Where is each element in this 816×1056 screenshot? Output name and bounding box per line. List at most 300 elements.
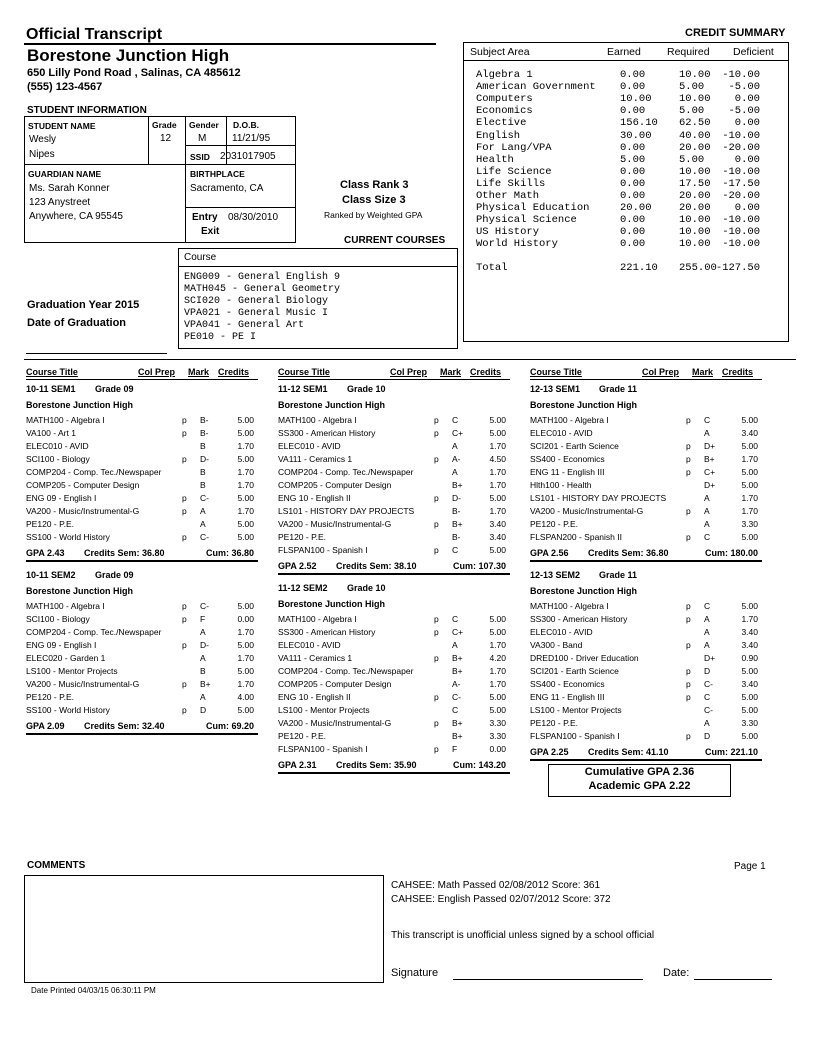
- cs-earned: 0.00: [620, 238, 646, 251]
- course-row: [26, 691, 258, 704]
- course-mark: A-: [452, 454, 461, 464]
- cs-header-subject: Subject Area: [470, 46, 530, 58]
- course-mark: A: [200, 519, 206, 529]
- course-mark: F: [452, 744, 458, 754]
- course-mark: C: [452, 545, 459, 555]
- course-mark: B+: [452, 653, 463, 663]
- cs-earned: 0.00: [620, 105, 646, 118]
- course-title: ELEC010 - AVID: [530, 627, 593, 637]
- term-grade: Grade 09: [95, 384, 134, 394]
- student-name-label: STUDENT NAME: [28, 121, 96, 131]
- cs-subject: English: [476, 129, 521, 142]
- cs-deficient: -10.00: [722, 165, 760, 178]
- course-row: [530, 453, 762, 466]
- course-mark: C-: [704, 679, 713, 689]
- course-mark: A: [704, 506, 710, 516]
- term-school: Borestone Junction High: [278, 400, 386, 410]
- course-title: SCI201 - Earth Science: [530, 441, 619, 451]
- cs-header-earned: Earned: [607, 46, 641, 58]
- dob-value: 11/21/95: [232, 133, 271, 144]
- cs-subject: For Lang/VPA: [476, 141, 552, 154]
- course-mark: A: [200, 627, 206, 637]
- term-block: [26, 382, 258, 562]
- term-school: Borestone Junction High: [530, 586, 638, 596]
- course-prep: p: [182, 454, 187, 464]
- course-row: [26, 626, 258, 639]
- course-credits: 5.00: [741, 480, 758, 490]
- term-cum: Cum: 143.20: [452, 760, 506, 770]
- term-gpa: GPA 2.25: [530, 747, 569, 757]
- course-mark: B: [200, 666, 206, 676]
- credit-summary-row: [470, 81, 776, 93]
- course-credits: 5.00: [489, 493, 506, 503]
- course-credits: 5.00: [237, 705, 254, 715]
- credit-summary-row: [470, 214, 776, 226]
- course-title: MATH100 - Algebra I: [26, 601, 105, 611]
- credit-summary-total: [470, 262, 776, 274]
- course-prep: p: [434, 428, 439, 438]
- course-mark: C+: [452, 428, 464, 438]
- course-mark: B+: [452, 731, 463, 741]
- credit-summary-row: [470, 202, 776, 214]
- col-header-credits: Credits: [470, 367, 502, 377]
- course-mark: A: [704, 614, 710, 624]
- course-column-header: [278, 367, 510, 380]
- term-name: 10-11 SEM1: [26, 384, 76, 394]
- cs-deficient: -5.00: [728, 81, 760, 94]
- course-mark: D: [704, 666, 711, 676]
- cs-deficient: -10.00: [722, 238, 760, 251]
- course-prep: p: [182, 493, 187, 503]
- course-credits: 5.00: [237, 532, 254, 542]
- course-mark: C: [704, 601, 711, 611]
- course-title: VA200 - Music/Instrumental-G: [26, 679, 140, 689]
- cs-earned: 221.10: [620, 262, 658, 274]
- course-prep: p: [182, 428, 187, 438]
- course-mark: B+: [704, 454, 715, 464]
- cs-required: 10.00: [679, 93, 711, 106]
- course-mark: C+: [452, 627, 464, 637]
- credit-summary-row: [470, 117, 776, 129]
- term-gpa: GPA 2.43: [26, 548, 65, 558]
- course-row: [26, 704, 258, 717]
- course-mark: C-: [200, 493, 209, 503]
- course-row: [26, 665, 258, 678]
- course-mark: A: [704, 428, 710, 438]
- course-credits: 5.00: [741, 467, 758, 477]
- course-credits: 5.00: [489, 614, 506, 624]
- course-mark: B: [200, 467, 206, 477]
- col-header-credits: Credits: [722, 367, 754, 377]
- cs-deficient: -17.50: [722, 177, 760, 190]
- guardian-street: 123 Anystreet: [29, 197, 91, 208]
- course-prep: p: [434, 454, 439, 464]
- date-printed: Date Printed 04/03/15 06:30:11 PM: [31, 986, 156, 995]
- course-title: SS400 - Economics: [530, 679, 605, 689]
- course-mark: F: [200, 614, 206, 624]
- course-credits: 3.40: [741, 428, 758, 438]
- course-prep: p: [686, 679, 691, 689]
- course-credits: 5.00: [237, 493, 254, 503]
- course-credits: 3.30: [489, 718, 506, 728]
- term-cum: Cum: 107.30: [452, 561, 506, 571]
- title-underline: [24, 43, 436, 45]
- course-credits: 5.00: [741, 666, 758, 676]
- course-credits: 1.70: [237, 441, 254, 451]
- col-header-mark: Mark: [692, 367, 714, 377]
- course-row: [530, 704, 762, 717]
- course-row: [278, 626, 510, 639]
- term-gpa-row: [530, 546, 762, 562]
- page-number: Page 1: [734, 861, 766, 872]
- cs-required: 10.00: [679, 226, 711, 239]
- cs-subject: Life Skills: [476, 177, 546, 190]
- credit-summary-rows: [464, 69, 788, 339]
- course-row: [530, 665, 762, 678]
- course-mark: C: [452, 415, 459, 425]
- signature-label: Signature: [391, 967, 439, 979]
- course-title: MATH100 - Algebra I: [26, 415, 105, 425]
- cs-earned: 0.00: [620, 190, 646, 202]
- course-row: [278, 414, 510, 427]
- graduation-year: Graduation Year 2015: [27, 299, 140, 311]
- course-prep: p: [434, 519, 439, 529]
- unofficial-note: This transcript is unofficial unless signed by a school official: [391, 930, 655, 941]
- course-prep: p: [182, 532, 187, 542]
- term-cum: Cum: 69.20: [205, 721, 254, 731]
- course-title: ELEC010 - AVID: [530, 428, 593, 438]
- course-mark: A: [452, 441, 458, 451]
- credit-summary-row: [470, 142, 776, 154]
- cs-subject: Total: [476, 262, 508, 274]
- cs-subject: Computers: [476, 93, 533, 106]
- course-title: COMP204 - Comp. Tec./Newspaper: [26, 627, 162, 637]
- course-credits: 5.00: [237, 666, 254, 676]
- course-credits: 3.40: [489, 519, 506, 529]
- cs-required: 17.50: [679, 177, 711, 190]
- course-credits: 3.40: [741, 640, 758, 650]
- birthplace-value: Sacramento, CA: [190, 183, 264, 194]
- course-title: SS100 - World History: [26, 705, 110, 715]
- course-credits: 3.30: [741, 519, 758, 529]
- gender-value: M: [198, 133, 207, 144]
- course-credits: 1.70: [489, 506, 506, 516]
- grade-label: Grade: [152, 120, 177, 130]
- date-line[interactable]: [694, 979, 772, 980]
- cs-deficient: -127.50: [715, 262, 760, 274]
- course-row: [26, 678, 258, 691]
- cs-subject: Life Science: [476, 165, 552, 178]
- course-title: MATH100 - Algebra I: [278, 415, 357, 425]
- course-credits: 5.00: [489, 692, 506, 702]
- term-gpa: GPA 2.31: [278, 760, 317, 770]
- course-column-1: [26, 367, 258, 735]
- cs-earned: 0.00: [620, 141, 646, 154]
- cs-earned: 20.00: [620, 202, 652, 215]
- signature-line[interactable]: [453, 979, 643, 980]
- cs-earned: 10.00: [620, 93, 652, 106]
- course-row: [278, 717, 510, 730]
- col-header-mark: Mark: [188, 367, 210, 377]
- cs-deficient: 0.00: [734, 202, 760, 215]
- course-row: [278, 704, 510, 717]
- course-row: [278, 531, 510, 544]
- course-row: [26, 453, 258, 466]
- term-school: Borestone Junction High: [26, 400, 134, 410]
- course-prep: p: [686, 692, 691, 702]
- cs-required: 20.00: [679, 190, 711, 202]
- cs-deficient: 0.00: [734, 93, 760, 106]
- cs-subject: Economics: [476, 105, 533, 118]
- course-title: FLSPAN200 - Spanish II: [530, 532, 622, 542]
- course-mark: A: [200, 653, 206, 663]
- current-courses-title: CURRENT COURSES: [344, 235, 446, 246]
- course-row: [26, 414, 258, 427]
- course-row: [26, 639, 258, 652]
- course-credits: 1.70: [237, 679, 254, 689]
- cs-required: 255.00: [679, 262, 717, 274]
- course-row: [278, 544, 510, 557]
- term-grade: Grade 10: [347, 384, 386, 394]
- course-prep: p: [686, 640, 691, 650]
- course-row: [278, 492, 510, 505]
- course-title: MATH100 - Algebra I: [530, 415, 609, 425]
- course-prep: p: [686, 441, 691, 451]
- course-row: [530, 531, 762, 544]
- cahsee-english: CAHSEE: English Passed 02/07/2012 Score: 372: [391, 894, 611, 905]
- course-row: [530, 427, 762, 440]
- cs-subject: Other Math: [476, 190, 540, 202]
- course-row: [278, 639, 510, 652]
- term-header: [26, 568, 258, 584]
- course-mark: D-: [200, 640, 209, 650]
- credit-summary-row: [470, 105, 776, 117]
- rank-note: Ranked by Weighted GPA: [324, 210, 423, 220]
- course-credits: 3.40: [489, 532, 506, 542]
- school-phone: (555) 123-4567: [27, 81, 103, 93]
- course-title: COMP204 - Comp. Tec./Newspaper: [278, 467, 414, 477]
- class-size: Class Size 3: [342, 194, 406, 206]
- course-mark: C: [704, 532, 711, 542]
- course-credits: 1.70: [489, 679, 506, 689]
- course-credits: 5.00: [741, 441, 758, 451]
- course-title: LS101 - HISTORY DAY PROJECTS: [278, 506, 415, 516]
- course-prep: p: [434, 718, 439, 728]
- term-gpa: GPA 2.56: [530, 548, 569, 558]
- course-row: [26, 479, 258, 492]
- credit-summary-row: [470, 69, 776, 81]
- course-row: [530, 505, 762, 518]
- cs-required: 5.00: [679, 81, 705, 94]
- term-header: [26, 382, 258, 398]
- course-mark: B-: [200, 415, 209, 425]
- cs-earned: 156.10: [620, 117, 658, 130]
- entry-value: 08/30/2010: [228, 212, 279, 223]
- cs-header-deficient: Deficient: [733, 46, 774, 58]
- course-row: [278, 453, 510, 466]
- course-title: ELEC010 - AVID: [278, 640, 341, 650]
- course-mark: A: [200, 506, 206, 516]
- course-prep: p: [434, 692, 439, 702]
- course-prep: p: [182, 614, 187, 624]
- course-row: [530, 678, 762, 691]
- cs-required: 62.50: [679, 117, 711, 130]
- col-header-mark: Mark: [440, 367, 462, 377]
- course-row: [278, 427, 510, 440]
- current-course: MATH045 - General Geometry: [184, 284, 341, 295]
- course-credits: 1.70: [237, 627, 254, 637]
- course-row: [530, 652, 762, 665]
- course-row: [278, 466, 510, 479]
- credit-summary-row: [470, 238, 776, 250]
- course-credits: 1.70: [237, 653, 254, 663]
- course-prep: p: [434, 627, 439, 637]
- course-mark: D-: [452, 493, 461, 503]
- course-credits: 1.70: [489, 467, 506, 477]
- course-prep: p: [686, 415, 691, 425]
- cs-earned: 0.00: [620, 226, 646, 239]
- course-title: PE120 - P.E.: [530, 519, 579, 529]
- course-row: [530, 639, 762, 652]
- course-mark: C-: [200, 601, 209, 611]
- course-row: [26, 492, 258, 505]
- course-title: ELEC020 - Garden 1: [26, 653, 106, 663]
- course-mark: C: [452, 614, 459, 624]
- course-title: SCI100 - Biology: [26, 454, 90, 464]
- cs-deficient: -20.00: [722, 190, 760, 202]
- course-credits: 1.70: [489, 640, 506, 650]
- course-prep: p: [182, 679, 187, 689]
- credit-summary-row: [470, 93, 776, 105]
- course-row: [278, 665, 510, 678]
- course-row: [26, 440, 258, 453]
- comments-box[interactable]: [24, 875, 384, 983]
- school-address: 650 Lilly Pond Road , Salinas, CA 485612: [27, 67, 241, 79]
- course-row: [530, 613, 762, 626]
- term-block: [278, 581, 510, 774]
- course-row: [278, 518, 510, 531]
- cs-earned: 0.00: [620, 165, 646, 178]
- course-prep: p: [182, 506, 187, 516]
- course-prep: p: [686, 454, 691, 464]
- course-mark: D+: [704, 441, 716, 451]
- course-prep: p: [434, 744, 439, 754]
- student-last-name: Nipes: [29, 149, 55, 160]
- credit-summary-row: [470, 166, 776, 178]
- course-row: [530, 518, 762, 531]
- current-courses-header: Course: [184, 252, 217, 263]
- course-title: VA200 - Music/Instrumental-G: [278, 519, 392, 529]
- course-credits: 5.00: [489, 415, 506, 425]
- course-credits: 5.00: [237, 415, 254, 425]
- term-credits-sem: Credits Sem: 38.10: [336, 561, 417, 571]
- term-name: 12-13 SEM2: [530, 570, 581, 580]
- course-prep: p: [686, 532, 691, 542]
- term-school: Borestone Junction High: [530, 400, 638, 410]
- course-mark: A: [704, 718, 710, 728]
- course-row: [278, 691, 510, 704]
- course-title: ENG 10 - English II: [278, 692, 351, 702]
- course-prep: p: [182, 601, 187, 611]
- course-row: [26, 531, 258, 544]
- course-title: MATH100 - Algebra I: [278, 614, 357, 624]
- term-credits-sem: Credits Sem: 36.80: [84, 548, 165, 558]
- course-row: [26, 613, 258, 626]
- cs-deficient: -20.00: [722, 141, 760, 154]
- cs-required: 10.00: [679, 69, 711, 81]
- credit-summary-row: [470, 190, 776, 202]
- course-title: PE120 - P.E.: [278, 532, 327, 542]
- cs-required: 5.00: [679, 105, 705, 118]
- course-mark: A: [704, 519, 710, 529]
- course-credits: 5.00: [741, 601, 758, 611]
- ssid-label: SSID: [190, 152, 210, 162]
- course-title: VA200 - Music/Instrumental-G: [530, 506, 644, 516]
- col-header-title: Course Title: [26, 367, 78, 377]
- current-course: VPA021 - General Music I: [184, 308, 329, 319]
- cs-earned: 0.00: [620, 81, 646, 94]
- course-prep: p: [182, 640, 187, 650]
- course-credits: 1.70: [489, 666, 506, 676]
- course-credits: 1.70: [741, 506, 758, 516]
- course-title: SS300 - American History: [278, 627, 376, 637]
- course-title: VA111 - Ceramics 1: [278, 653, 353, 663]
- course-mark: C-: [200, 532, 209, 542]
- term-block: [26, 568, 258, 735]
- course-row: [530, 414, 762, 427]
- course-credits: 3.40: [741, 679, 758, 689]
- entry-label: Entry: [192, 212, 218, 223]
- cs-subject: Elective: [476, 117, 527, 130]
- term-header: [278, 581, 510, 597]
- credit-summary-row: [470, 154, 776, 166]
- course-credits: 5.00: [489, 627, 506, 637]
- school-name: Borestone Junction High: [27, 46, 230, 65]
- course-credits: 3.30: [741, 718, 758, 728]
- current-course: PE010 - PE I: [184, 332, 257, 343]
- course-credits: 5.00: [741, 532, 758, 542]
- col-header-col-prep: Col Prep: [138, 367, 176, 377]
- course-credits: 0.00: [237, 614, 254, 624]
- course-title: VA100 - Art 1: [26, 428, 76, 438]
- course-credits: 5.00: [741, 692, 758, 702]
- term-block: [278, 382, 510, 575]
- course-title: SCI100 - Biology: [26, 614, 90, 624]
- course-credits: 4.00: [237, 692, 254, 702]
- course-credits: 5.00: [237, 428, 254, 438]
- term-credits-sem: Credits Sem: 41.10: [588, 747, 669, 757]
- term-header: [530, 568, 762, 584]
- academic-gpa: Academic GPA 2.22: [588, 780, 691, 792]
- course-mark: B: [200, 480, 206, 490]
- course-mark: B-: [200, 428, 209, 438]
- term-gpa-row: [278, 758, 510, 774]
- course-title: COMP204 - Comp. Tec./Newspaper: [26, 467, 162, 477]
- term-header: [530, 382, 762, 398]
- course-title: LS100 - Mentor Projects: [278, 705, 370, 715]
- course-credits: 5.00: [489, 428, 506, 438]
- term-gpa-row: [530, 745, 762, 761]
- course-mark: A: [704, 627, 710, 637]
- term-name: 10-11 SEM2: [26, 570, 76, 580]
- course-credits: 4.20: [489, 653, 506, 663]
- col-header-col-prep: Col Prep: [642, 367, 680, 377]
- course-mark: B+: [452, 519, 463, 529]
- course-row: [26, 518, 258, 531]
- course-row: [278, 613, 510, 626]
- class-rank: Class Rank 3: [340, 179, 409, 191]
- term-grade: Grade 11: [599, 570, 638, 580]
